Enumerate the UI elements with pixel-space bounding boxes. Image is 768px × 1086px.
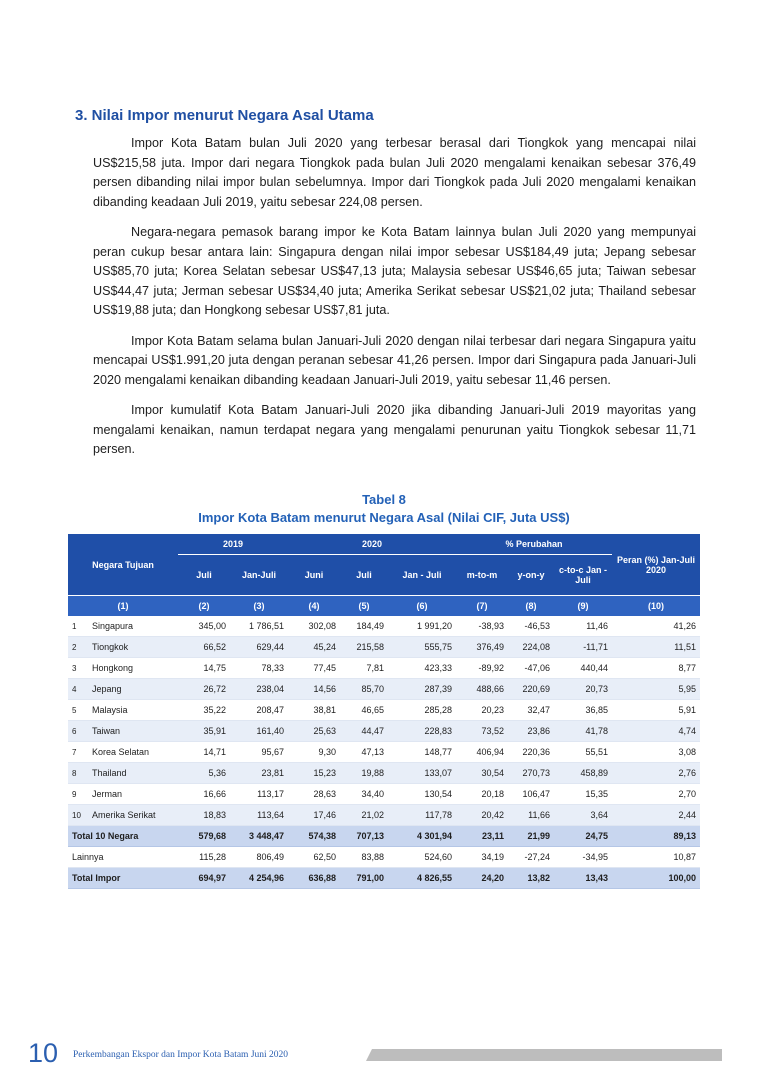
cell-value: 106,47 xyxy=(508,784,554,805)
body-text xyxy=(93,134,696,471)
table-row xyxy=(68,658,700,679)
lainnya-row xyxy=(68,847,700,868)
cell-value: 46,65 xyxy=(340,700,388,721)
row-number: 5 xyxy=(68,700,88,721)
cell-value: 113,17 xyxy=(230,784,288,805)
header-juli-2019: Juli xyxy=(178,555,230,596)
cell-value: 19,88 xyxy=(340,763,388,784)
cell-value: 73,52 xyxy=(456,721,508,742)
column-number: (3) xyxy=(230,596,288,617)
cell-value: 5,91 xyxy=(612,700,700,721)
cell-value: 707,13 xyxy=(340,826,388,847)
cell-value: 4 301,94 xyxy=(388,826,456,847)
cell-value: 148,77 xyxy=(388,742,456,763)
cell-value: 8,77 xyxy=(612,658,700,679)
cell-value: 488,66 xyxy=(456,679,508,700)
cell-value: 133,07 xyxy=(388,763,456,784)
cell-value: 5,95 xyxy=(612,679,700,700)
column-number-row xyxy=(68,596,700,617)
cell-value: 579,68 xyxy=(178,826,230,847)
country-name: Malaysia xyxy=(88,700,178,721)
cell-value: 34,40 xyxy=(340,784,388,805)
cell-value: 36,85 xyxy=(554,700,612,721)
cell-value: 20,73 xyxy=(554,679,612,700)
cell-value: 55,51 xyxy=(554,742,612,763)
cell-value: 25,63 xyxy=(288,721,340,742)
cell-value: 117,78 xyxy=(388,805,456,826)
row-number: 1 xyxy=(68,616,88,637)
page-number: 10 xyxy=(28,1038,59,1068)
cell-value: 18,83 xyxy=(178,805,230,826)
column-number: (1) xyxy=(68,596,178,617)
cell-value: 228,83 xyxy=(388,721,456,742)
column-number: (8) xyxy=(508,596,554,617)
cell-value: 287,39 xyxy=(388,679,456,700)
cell-value: 11,51 xyxy=(612,637,700,658)
cell-value: 32,47 xyxy=(508,700,554,721)
cell-value: 1 991,20 xyxy=(388,616,456,637)
cell-value: 23,81 xyxy=(230,763,288,784)
cell-value: 220,69 xyxy=(508,679,554,700)
table-row xyxy=(68,637,700,658)
cell-value: 270,73 xyxy=(508,763,554,784)
header-ctoc: c-to-c Jan - Juli xyxy=(554,555,612,596)
cell-value: 224,08 xyxy=(508,637,554,658)
cell-value: 24,20 xyxy=(456,868,508,889)
row-number: 6 xyxy=(68,721,88,742)
cell-value: 5,36 xyxy=(178,763,230,784)
cell-value: 10,87 xyxy=(612,847,700,868)
column-number: (7) xyxy=(456,596,508,617)
cell-value: 2,76 xyxy=(612,763,700,784)
cell-value: 21,99 xyxy=(508,826,554,847)
cell-value: 15,23 xyxy=(288,763,340,784)
cell-value: 806,49 xyxy=(230,847,288,868)
header-janjuli-2020: Jan - Juli xyxy=(388,555,456,596)
cell-value: 440,44 xyxy=(554,658,612,679)
cell-value: 14,71 xyxy=(178,742,230,763)
cell-value: 89,13 xyxy=(612,826,700,847)
row-number: 7 xyxy=(68,742,88,763)
cell-value: 220,36 xyxy=(508,742,554,763)
header-juli-2020: Juli xyxy=(340,555,388,596)
header-peran: Peran (%) Jan-Juli 2020 xyxy=(612,534,700,596)
country-name: Hongkong xyxy=(88,658,178,679)
cell-value: 574,38 xyxy=(288,826,340,847)
cell-value: 130,54 xyxy=(388,784,456,805)
cell-value: 13,43 xyxy=(554,868,612,889)
row-number: 10 xyxy=(68,805,88,826)
cell-value: 100,00 xyxy=(612,868,700,889)
cell-value: 791,00 xyxy=(340,868,388,889)
row-number: 3 xyxy=(68,658,88,679)
cell-value: 13,82 xyxy=(508,868,554,889)
row-label: Lainnya xyxy=(68,847,178,868)
cell-value: 28,63 xyxy=(288,784,340,805)
cell-value: -47,06 xyxy=(508,658,554,679)
cell-value: 44,47 xyxy=(340,721,388,742)
header-janjuli-2019: Jan-Juli xyxy=(230,555,288,596)
cell-value: 21,02 xyxy=(340,805,388,826)
cell-value: 115,28 xyxy=(178,847,230,868)
table-row xyxy=(68,700,700,721)
paragraph-1: Impor Kota Batam bulan Juli 2020 yang terbesar berasal dari Tiongkok yang mencapai nilai US$215,58 juta. Impor dari negara Tiongkok pada bulan Juli 2020 mengalami kenaikan sebesar 376,49 persen dibanding nilai impor bulan sebelumnya. Impor dari Tiongkok pada Juli 2020 mengalami kenaikan dibanding keadaan Juli 2019, yaitu sebesar 224,08 persen. xyxy=(93,136,696,209)
cell-value: 35,22 xyxy=(178,700,230,721)
paragraph-4: Impor kumulatif Kota Batam Januari-Juli 2020 jika dibanding Januari-Juli 2019 mayoritas yang mengalami kenaikan, namun terdapat negara yang mengalami penurunan yaitu Tiongkok sebesar 11,71 persen. xyxy=(93,403,696,456)
footer-bar xyxy=(366,1049,722,1061)
cell-value: -34,95 xyxy=(554,847,612,868)
cell-value: 345,00 xyxy=(178,616,230,637)
cell-value: 26,72 xyxy=(178,679,230,700)
table-row xyxy=(68,742,700,763)
cell-value: 34,19 xyxy=(456,847,508,868)
cell-value: 2,70 xyxy=(612,784,700,805)
footer-title: Perkembangan Ekspor dan Impor Kota Batam Juni 2020 xyxy=(73,1050,289,1060)
header-negara: Negara Tujuan xyxy=(68,534,178,596)
cell-value: 4 254,96 xyxy=(230,868,288,889)
cell-value: 35,91 xyxy=(178,721,230,742)
cell-value: 85,70 xyxy=(340,679,388,700)
cell-value: 376,49 xyxy=(456,637,508,658)
cell-value: 17,46 xyxy=(288,805,340,826)
cell-value: 23,86 xyxy=(508,721,554,742)
cell-value: 41,78 xyxy=(554,721,612,742)
cell-value: 15,35 xyxy=(554,784,612,805)
cell-value: 16,66 xyxy=(178,784,230,805)
cell-value: 555,75 xyxy=(388,637,456,658)
import-table xyxy=(68,534,700,889)
cell-value: 285,28 xyxy=(388,700,456,721)
row-label: Total 10 Negara xyxy=(68,826,178,847)
column-number: (2) xyxy=(178,596,230,617)
country-name: Thailand xyxy=(88,763,178,784)
cell-value: 14,56 xyxy=(288,679,340,700)
cell-value: 4 826,55 xyxy=(388,868,456,889)
country-name: Taiwan xyxy=(88,721,178,742)
cell-value: 184,49 xyxy=(340,616,388,637)
cell-value: 38,81 xyxy=(288,700,340,721)
cell-value: 3,08 xyxy=(612,742,700,763)
cell-value: -11,71 xyxy=(554,637,612,658)
cell-value: 524,60 xyxy=(388,847,456,868)
header-mtom: m-to-m xyxy=(456,555,508,596)
cell-value: 11,66 xyxy=(508,805,554,826)
cell-value: 215,58 xyxy=(340,637,388,658)
cell-value: 78,33 xyxy=(230,658,288,679)
country-name: Jerman xyxy=(88,784,178,805)
cell-value: 113,64 xyxy=(230,805,288,826)
cell-value: 7,81 xyxy=(340,658,388,679)
cell-value: 11,46 xyxy=(554,616,612,637)
cell-value: 30,54 xyxy=(456,763,508,784)
cell-value: 24,75 xyxy=(554,826,612,847)
cell-value: 77,45 xyxy=(288,658,340,679)
cell-value: 20,42 xyxy=(456,805,508,826)
paragraph-3: Impor Kota Batam selama bulan Januari-Juli 2020 dengan nilai terbesar dari negara Singapura yaitu mencapai US$1.991,20 juta dengan peranan sebesar 41,26 persen. Impor dari Singapura pada Januari-Juli 2020 mengalami kenaikan dibanding keadaan Januari-Juli 2019, yaitu sebesar 11,46 persen. xyxy=(93,333,696,387)
paragraph-2: Negara-negara pemasok barang impor ke Kota Batam lainnya bulan Juli 2020 yang mempunyai peran cukup besar antara lain: Singapura dengan nilai impor sebesar US$184,49 juta; Jepang sebesar US$85,70 juta; Korea Selatan sebesar US$47,13 juta; Malaysia sebesar US$46,65 juta; Taiwan sebesar US$44,47 juta; Jerman sebesar US$34,40 juta; Amerika Serikat sebesar US$21,02 juta; Thailand sebesar US$19,88 juta; dan Hongkong sebesar US$7,81 juta. xyxy=(93,225,696,317)
table-row xyxy=(68,616,700,637)
section-title: 3. Nilai Impor menurut Negara Asal Utama xyxy=(75,107,374,124)
cell-value: 694,97 xyxy=(178,868,230,889)
cell-value: 458,89 xyxy=(554,763,612,784)
header-2020: 2020 xyxy=(288,534,456,555)
total-10-row xyxy=(68,826,700,847)
row-number: 8 xyxy=(68,763,88,784)
cell-value: 406,94 xyxy=(456,742,508,763)
header-juni-2020: Juni xyxy=(288,555,340,596)
cell-value: 23,11 xyxy=(456,826,508,847)
cell-value: 629,44 xyxy=(230,637,288,658)
column-number: (9) xyxy=(554,596,612,617)
cell-value: 302,08 xyxy=(288,616,340,637)
cell-value: 423,33 xyxy=(388,658,456,679)
cell-value: 3 448,47 xyxy=(230,826,288,847)
table-caption-number: Tabel 8 xyxy=(362,492,406,507)
table-caption-title: Impor Kota Batam menurut Negara Asal (Nilai CIF, Juta US$) xyxy=(198,510,570,525)
cell-value: -46,53 xyxy=(508,616,554,637)
cell-value: 1 786,51 xyxy=(230,616,288,637)
country-name: Amerika Serikat xyxy=(88,805,178,826)
cell-value: -38,93 xyxy=(456,616,508,637)
cell-value: 20,18 xyxy=(456,784,508,805)
table-row xyxy=(68,784,700,805)
table-row xyxy=(68,721,700,742)
cell-value: 83,88 xyxy=(340,847,388,868)
cell-value: 66,52 xyxy=(178,637,230,658)
row-number: 9 xyxy=(68,784,88,805)
cell-value: -89,92 xyxy=(456,658,508,679)
cell-value: 20,23 xyxy=(456,700,508,721)
cell-value: 238,04 xyxy=(230,679,288,700)
cell-value: 636,88 xyxy=(288,868,340,889)
table-row xyxy=(68,763,700,784)
cell-value: 9,30 xyxy=(288,742,340,763)
country-name: Korea Selatan xyxy=(88,742,178,763)
column-number: (10) xyxy=(612,596,700,617)
cell-value: 161,40 xyxy=(230,721,288,742)
country-name: Tiongkok xyxy=(88,637,178,658)
cell-value: -27,24 xyxy=(508,847,554,868)
import-table-container xyxy=(68,534,700,889)
row-number: 4 xyxy=(68,679,88,700)
country-name: Singapura xyxy=(88,616,178,637)
total-impor-row xyxy=(68,868,700,889)
row-number: 2 xyxy=(68,637,88,658)
header-2019: 2019 xyxy=(178,534,288,555)
column-number: (4) xyxy=(288,596,340,617)
cell-value: 3,64 xyxy=(554,805,612,826)
cell-value: 62,50 xyxy=(288,847,340,868)
cell-value: 47,13 xyxy=(340,742,388,763)
cell-value: 45,24 xyxy=(288,637,340,658)
header-perubahan: % Perubahan xyxy=(456,534,612,555)
cell-value: 2,44 xyxy=(612,805,700,826)
cell-value: 95,67 xyxy=(230,742,288,763)
cell-value: 4,74 xyxy=(612,721,700,742)
table-row xyxy=(68,805,700,826)
row-label: Total Impor xyxy=(68,868,178,889)
column-number: (6) xyxy=(388,596,456,617)
table-row xyxy=(68,679,700,700)
cell-value: 208,47 xyxy=(230,700,288,721)
column-number: (5) xyxy=(340,596,388,617)
header-yony: y-on-y xyxy=(508,555,554,596)
cell-value: 41,26 xyxy=(612,616,700,637)
country-name: Jepang xyxy=(88,679,178,700)
cell-value: 14,75 xyxy=(178,658,230,679)
